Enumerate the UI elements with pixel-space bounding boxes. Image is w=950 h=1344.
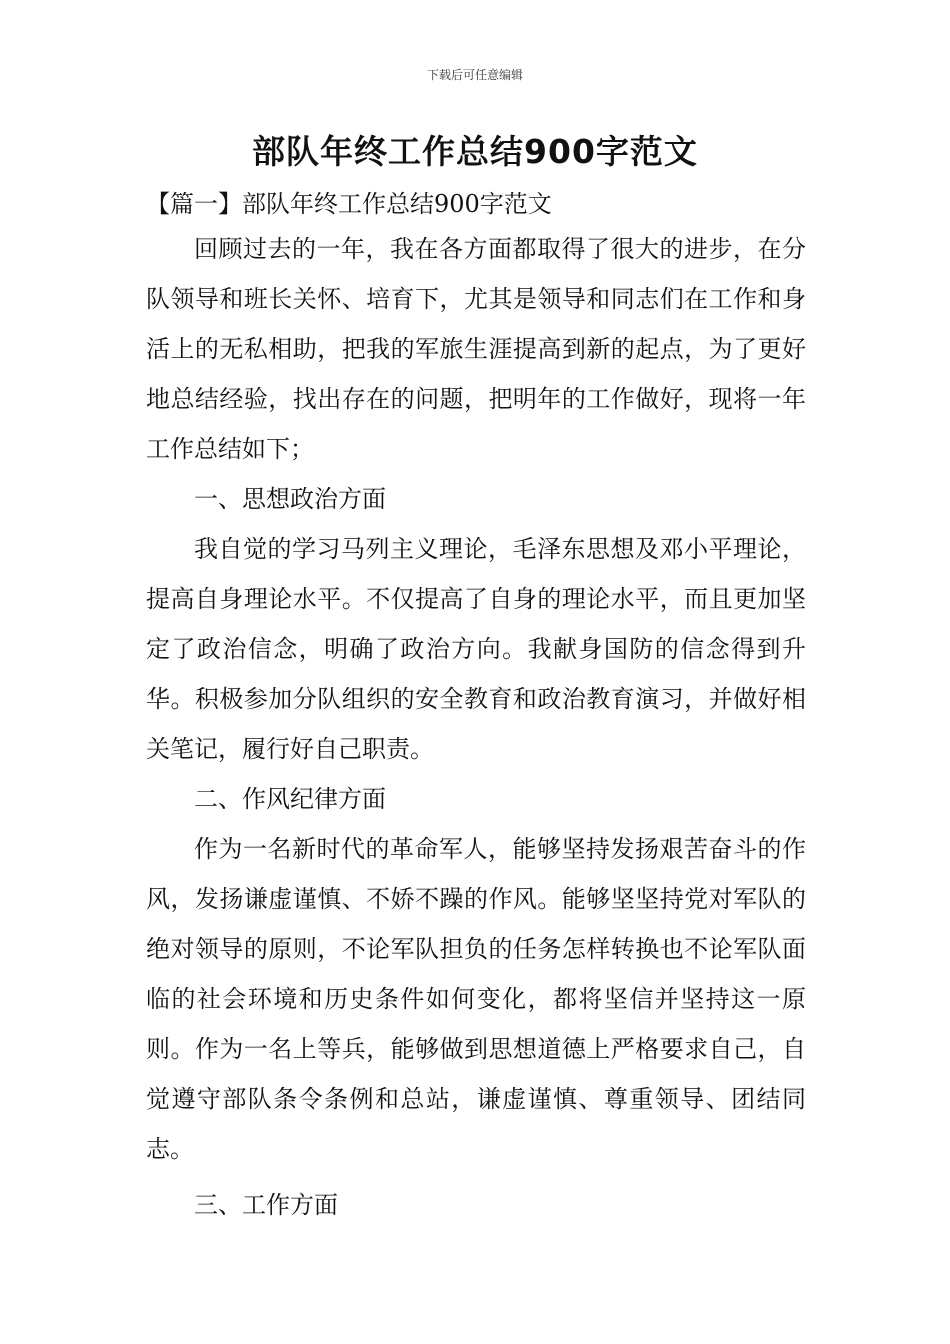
heading-discipline: 二、作风纪律方面: [194, 785, 386, 813]
heading-ideology: 一、思想政治方面: [194, 485, 386, 513]
paragraph-ideology: 我自觉的学习马列主义理论，毛泽东思想及邓小平理论，提高自身理论水平。不仅提高了自身的理论水平，而且更加坚定了政治信念，明确了政治方向。我献身国防的信念得到升华。积极参加分队组织的安全教育和政治教育演习，并做好相关笔记，履行好自己职责。: [146, 535, 806, 763]
document-body: [146, 224, 806, 1230]
paragraph-discipline: 作为一名新时代的革命军人，能够坚持发扬艰苦奋斗的作风，发扬谦虚谨慎、不娇不躁的作风。能够坚坚持党对军队的绝对领导的原则，不论军队担负的任务怎样转换也不论军队面临的社会环境和历史条件如何变化，都将坚信并坚持这一原则。作为一名上等兵，能够做到思想道德上严格要求自己，自觉遵守部队条令条例和总站，谦虚谨慎、尊重领导、团结同志。: [146, 835, 806, 1163]
heading-work: 三、工作方面: [194, 1191, 338, 1219]
header-note: 下载后可任意编辑: [426, 68, 523, 82]
paragraph-intro: 回顾过去的一年，我在各方面都取得了很大的进步，在分队领导和班长关怀、培育下，尤其是领导和同志们在工作和身活上的无私相助，把我的军旅生涯提高到新的起点，为了更好地总结经验，找出存在的问题，把明年的工作做好，现将一年工作总结如下；: [146, 235, 806, 463]
document-title: 部队年终工作总结900字范文: [252, 132, 698, 171]
section-subtitle: 【篇一】部队年终工作总结900字范文: [146, 190, 552, 218]
